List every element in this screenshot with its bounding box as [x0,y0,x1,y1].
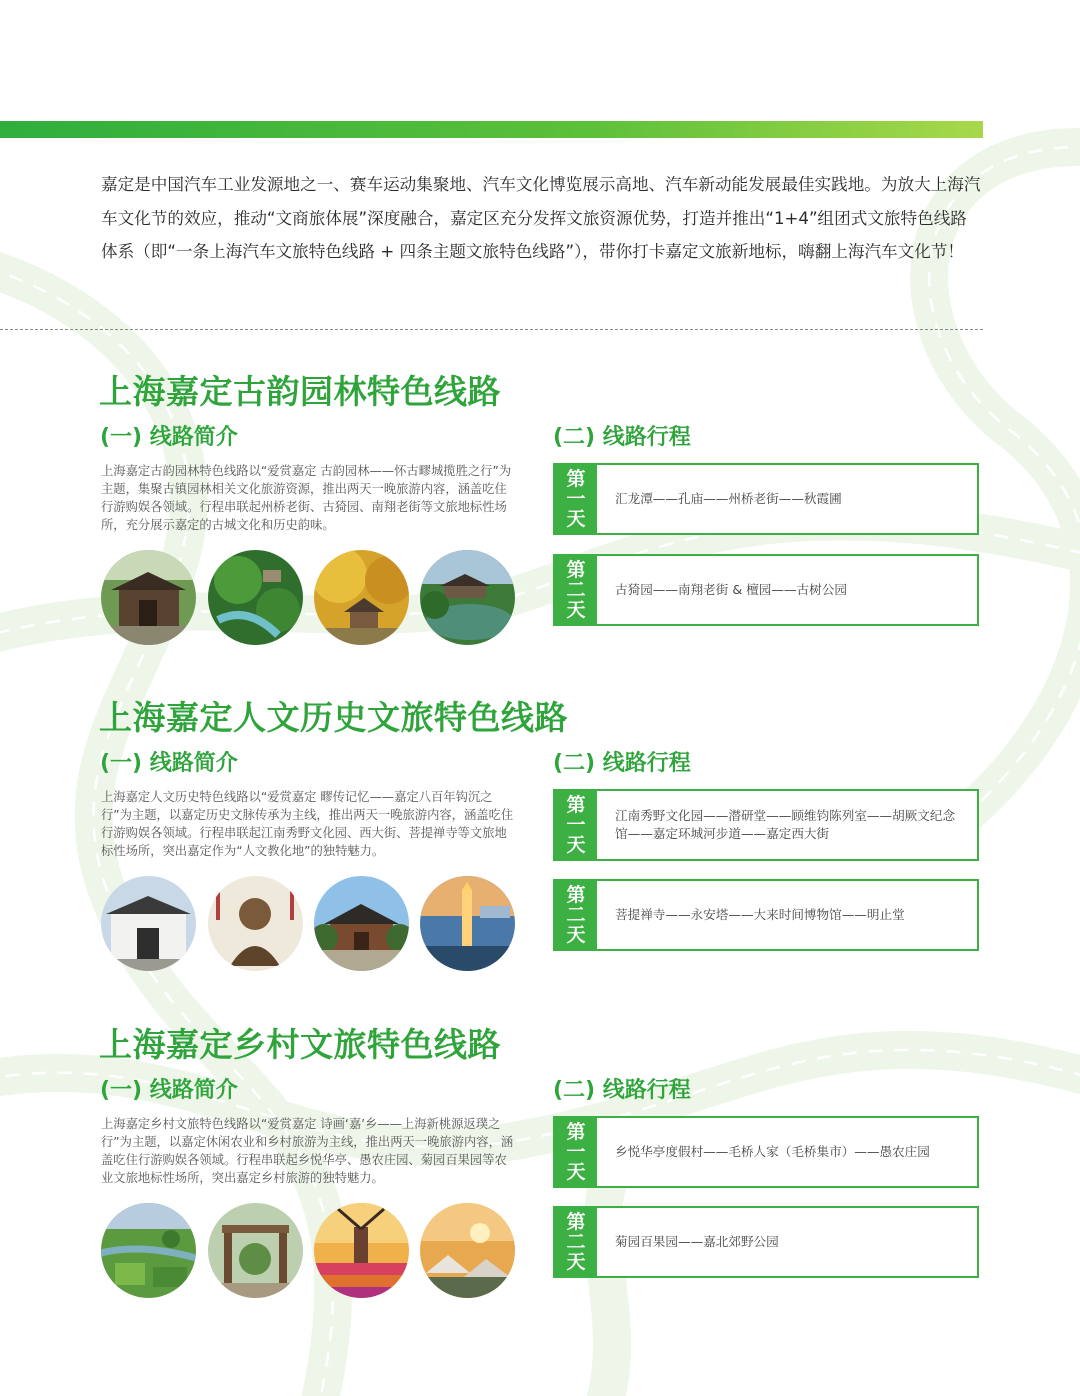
itinerary-day-card [553,463,979,535]
photo-row [101,876,521,972]
garden-aerial-photo [208,550,303,645]
itinerary-day-card [553,879,979,951]
day-stops: 乡悦华亭度假村——毛桥人家（毛桥集市）——愚农庄园 [615,1144,930,1159]
wooden-gate-photo [208,1203,303,1298]
itinerary-day-card [553,1116,979,1188]
day-label: 第 一 天 [555,791,597,859]
itinerary-heading: (二) 线路行程 [553,425,691,450]
photo-row [101,1203,521,1299]
itinerary-day-card [553,554,979,626]
itinerary-heading: (二) 线路行程 [553,1078,691,1103]
route-title: 上海嘉定人文历史文旅特色线路 [99,698,568,737]
itinerary-heading: (二) 线路行程 [553,751,691,776]
day-label: 第 二 天 [555,556,597,624]
temple-photo [314,876,409,971]
windmill-tulip-photo [314,1203,409,1298]
intro-heading: (一) 线路简介 [100,751,238,776]
day-stops: 菊园百果园——嘉北郊野公园 [615,1234,779,1249]
bronze-bust-photo [208,876,303,971]
pagoda-night-photo [420,876,515,971]
day-stops: 汇龙潭——孔庙——州桥老街——秋霞圃 [615,491,842,506]
ginkgo-pavilion-photo [314,550,409,645]
dashed-divider [0,329,983,330]
white-gate-photo [101,876,196,971]
ancient-hall-photo [101,550,196,645]
day-label: 第 一 天 [555,465,597,533]
intro-paragraph: 嘉定是中国汽车工业发源地之一、赛车运动集聚地、汽车文化博览展示高地、汽车新动能发展最佳实践地。为放大上海汽车文化节的效应，推动“文商旅体展”深度融合，嘉定区充分发挥文旅资源优势，打造并推出“1+4”组团式文旅特色线路体系（即“一条上海汽车文旅特色线路 + 四条主题文旅特色线路”），带你打卡嘉定文旅新地标，嗨翻上海汽车文化节！ [101,175,981,261]
village-aerial-photo [101,1203,196,1298]
day-stops: 菩提禅寺——永安塔——大来时间博物馆——明止堂 [615,907,905,922]
intro-heading: (一) 线路简介 [100,1078,238,1103]
day-stops: 古猗园——南翔老街 & 檀园——古树公园 [615,582,847,597]
day-label: 第 二 天 [555,1208,597,1276]
route-title: 上海嘉定乡村文旅特色线路 [99,1025,501,1064]
itinerary-day-card [553,789,979,861]
route-description: 上海嘉定人文历史特色线路以“爱赏嘉定 疁传记忆——嘉定八百年钩沉之行”为主题，以嘉定历史文脉传承为主线，推出两天一晚旅游内容，涵盖吃住行游购娱各领域。行程串联起江南秀野文化园、西大街、菩提禅寺等文旅地标性场所，突出嘉定作为“人文教化地”的独特魅力。 [101,790,514,858]
route-description: 上海嘉定乡村文旅特色线路以“爱赏嘉定 诗画‘嘉’乡——上海新桃源返璞之行”为主题，以嘉定休闲农业和乡村旅游为主线，推出两天一晚旅游内容，涵盖吃住行游购娱各领域。行程串联起乡悦华亭、愚农庄园、菊园百果园等农业文旅地标性场所，突出嘉定乡村旅游的独特魅力。 [101,1117,514,1185]
lake-garden-photo [420,550,515,645]
itinerary-day-card [553,1206,979,1278]
photo-row [101,550,521,646]
top-green-bar [0,121,983,138]
day-stops: 江南秀野文化园——潜研堂——顾维钧陈列室——胡厥文纪念馆——嘉定环城河步道——嘉定西大街 [615,808,956,841]
route-title: 上海嘉定古韵园林特色线路 [99,372,501,411]
intro-heading: (一) 线路简介 [100,425,238,450]
sunset-roofs-photo [420,1203,515,1298]
route-description: 上海嘉定古韵园林特色线路以“爱赏嘉定 古韵园林——怀古疁城揽胜之行”为主题，集聚古镇园林相关文化旅游资源，推出两天一晚旅游内容，涵盖吃住行游购娱各领域。行程串联起州桥老街、古猗园、南翔老街等文旅地标性场所，充分展示嘉定的古城文化和历史韵味。 [101,464,512,532]
day-label: 第 二 天 [555,881,597,949]
day-label: 第 一 天 [555,1118,597,1186]
